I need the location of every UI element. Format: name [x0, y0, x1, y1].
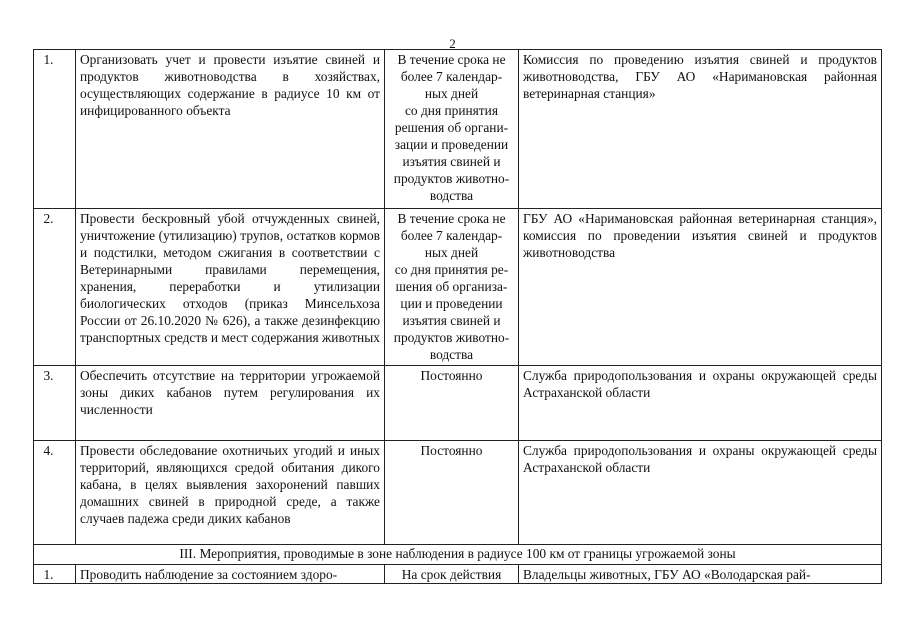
- term-line: более 7 календар-: [400, 69, 503, 84]
- section-heading: III. Мероприятия, проводимые в зоне наблюдения в радиусе 100 км от границы угрожаемой зоны: [34, 545, 882, 565]
- term-line: изъятия свиней и: [402, 154, 501, 169]
- measure-term: [385, 209, 519, 366]
- measure-description: Проводить наблюдение за состоянием здоро-: [76, 565, 385, 584]
- table-row: [34, 366, 882, 441]
- row-number: 1.: [34, 50, 76, 209]
- measures-table: [33, 49, 882, 584]
- term-line: Постоянно: [420, 443, 483, 458]
- row-number: 3.: [34, 366, 76, 441]
- section-heading-row: [34, 545, 882, 565]
- measure-term: [385, 366, 519, 441]
- term-line: решения об органи-: [394, 120, 509, 135]
- term-line: ции и проведении: [400, 296, 503, 311]
- measure-description: Провести обследование охотничьих угодий и иных территорий, являющихся средой обитания дикого кабана, в целях выявления захоронений павших домашних свиней в природной среде, а также случаев падежа среди диких кабанов: [76, 441, 385, 545]
- measure-description: Обеспечить отсутствие на территории угрожаемой зоны диких кабанов путем регулирования их численности: [76, 366, 385, 441]
- term-line: изъятия свиней и: [402, 313, 501, 328]
- term-line: В течение срока не: [397, 211, 506, 226]
- responsible-party: Владельцы животных, ГБУ АО «Володарская рай-: [519, 565, 882, 584]
- term-line: со дня принятия ре-: [394, 262, 509, 277]
- table-row: [34, 209, 882, 366]
- responsible-party: Комиссия по проведению изъятия свиней и продуктов животноводства, ГБУ АО «Наримановская районная ветеринарная станция»: [519, 50, 882, 209]
- table-row: [34, 441, 882, 545]
- measure-description: Провести бескровный убой отчужденных свиней, уничтожение (утилизацию) трупов, остатков кормов и подстилки, методом сжигания в соответствии с Ветеринарными правилами перемещения, хранения, переработки и утилизации биологических отходов (приказ Минсельхоза России от 26.10.2020 № 626), а также дезинфекцию транспортных средств и мест содержания животных: [76, 209, 385, 366]
- table-row: [34, 50, 882, 209]
- row-number: 4.: [34, 441, 76, 545]
- term-line: продуктов животно-: [393, 171, 510, 186]
- responsible-party: Служба природопользования и охраны окружающей среды Астраханской области: [519, 366, 882, 441]
- term-line: водства: [429, 188, 474, 203]
- row-number: 2.: [34, 209, 76, 366]
- measure-description: Организовать учет и провести изъятие свиней и продуктов животноводства в хозяйствах, осуществляющих содержание в радиусе 10 км от инфицированного объекта: [76, 50, 385, 209]
- term-line: водства: [429, 347, 474, 362]
- measure-term: [385, 441, 519, 545]
- term-line: Постоянно: [420, 368, 483, 383]
- measure-term: [385, 50, 519, 209]
- row-number: 1.: [34, 565, 76, 584]
- table-row: [34, 565, 882, 584]
- term-line: ных дней: [424, 245, 479, 260]
- term-line: зации и проведении: [394, 137, 509, 152]
- term-line: со дня принятия: [404, 103, 498, 118]
- page-number: 2: [449, 36, 456, 51]
- term-line: продуктов животно-: [393, 330, 510, 345]
- term-line: шения об организа-: [395, 279, 508, 294]
- term-line: ных дней: [424, 86, 479, 101]
- responsible-party: Служба природопользования и охраны окружающей среды Астраханской области: [519, 441, 882, 545]
- term-line: более 7 календар-: [400, 228, 503, 243]
- responsible-party: ГБУ АО «Наримановская районная ветеринарная станция», комиссия по проведении изъятия свиней и продуктов животноводства: [519, 209, 882, 366]
- term-line: В течение срока не: [397, 52, 506, 67]
- measure-term: На срок действия: [385, 565, 519, 584]
